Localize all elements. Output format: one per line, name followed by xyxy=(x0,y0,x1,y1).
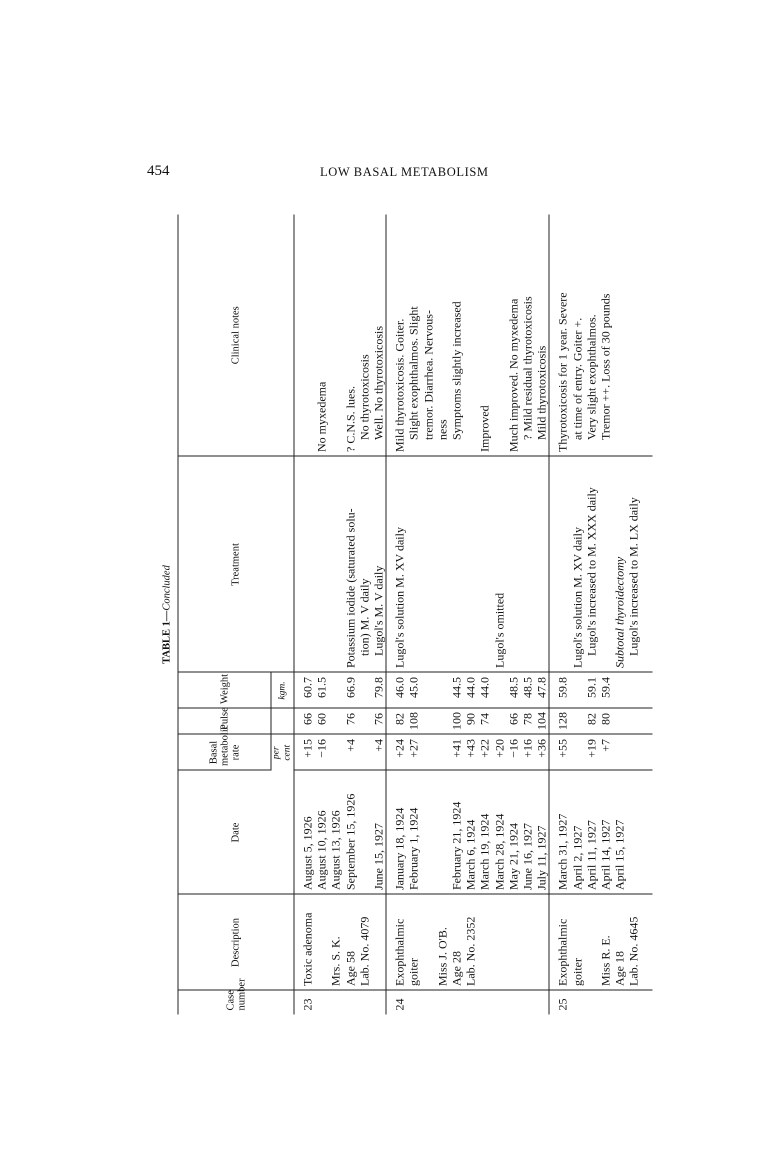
cell-line xyxy=(599,461,613,668)
cell-line: March 6, 1924 xyxy=(463,819,478,890)
cell-line: 90 xyxy=(463,713,478,725)
cell-line: 104 xyxy=(534,712,549,730)
cell-line: Well. No thyrotoxicosis xyxy=(371,325,386,440)
cell-line: Mild thyrotoxicosis. Goiter. xyxy=(392,318,407,452)
cell-line: 76 xyxy=(371,713,386,725)
cell-line xyxy=(421,461,435,668)
cell-line xyxy=(357,775,371,890)
cell-line: 44.0 xyxy=(477,677,492,698)
cell-line xyxy=(435,739,449,766)
filler-cell xyxy=(641,673,652,709)
cell-line: March 28, 1924 xyxy=(492,813,507,890)
cell-line: goiter xyxy=(570,958,585,986)
cell-line: July 11, 1927 xyxy=(534,825,549,890)
case-pulse xyxy=(386,709,549,735)
cell-line: April 2, 1927 xyxy=(570,825,585,890)
cell-line: goiter xyxy=(406,958,421,986)
cell-line: Age 58 xyxy=(343,951,358,986)
cell-line: 59.4 xyxy=(598,677,613,698)
cell-line: at time of entry. Goiter +. xyxy=(570,317,585,440)
cell-line: 66 xyxy=(506,713,521,725)
cell-line: February 21, 1924 xyxy=(449,801,464,890)
cell-line: April 11, 1927 xyxy=(584,820,599,890)
cell-line: Lab. No. 2352 xyxy=(463,916,478,986)
case-number: 24 xyxy=(386,991,549,1015)
filler-cell xyxy=(641,771,652,895)
cell-line: +43 xyxy=(463,739,478,758)
cell-line: Miss J. O'B. xyxy=(435,927,450,986)
cell-line: +4 xyxy=(343,739,358,752)
cell-line: 60 xyxy=(314,713,329,725)
cell-line: 82 xyxy=(392,713,407,725)
cell-line: No thyrotoxicosis xyxy=(357,354,372,440)
cell-line: +7 xyxy=(598,739,613,752)
cell-line xyxy=(357,739,371,766)
unit-bmr: per cent xyxy=(271,735,294,771)
cell-line: +16 xyxy=(520,739,535,758)
case-treatment xyxy=(386,457,549,673)
cell-line xyxy=(613,219,627,453)
cell-line xyxy=(435,713,449,730)
case-description xyxy=(386,895,549,991)
cell-line: August 5, 1926 xyxy=(300,816,315,890)
cell-line: Mrs. S. K. xyxy=(328,936,343,986)
case-bmr xyxy=(386,735,549,771)
cell-line: Lugol's increased to M. LX daily xyxy=(626,497,641,656)
cell-line xyxy=(421,775,435,890)
cell-line xyxy=(613,713,627,730)
header-bmr: Basal metabolic rate xyxy=(178,735,271,771)
cell-line xyxy=(435,775,449,890)
case-number: 23 xyxy=(294,991,386,1015)
cell-line: Thyrotoxicosis for 1 year. Severe xyxy=(555,292,570,452)
cell-line xyxy=(613,739,627,766)
cell-line: 48.5 xyxy=(520,677,535,698)
page-number: 454 xyxy=(147,163,170,179)
cell-line xyxy=(478,461,492,668)
header-date: Date xyxy=(178,771,294,895)
cell-line xyxy=(329,713,343,730)
filler-cell xyxy=(641,457,652,673)
cell-line: August 13, 1926 xyxy=(328,810,343,890)
cell-line xyxy=(329,739,343,766)
cell-line: Much improved. No myxedema xyxy=(506,298,521,452)
cell-line: tremor. Diarrhea. Nervous- xyxy=(421,310,436,440)
cell-line xyxy=(421,739,435,766)
table-row xyxy=(294,215,386,1015)
cell-line xyxy=(421,713,435,730)
cell-line xyxy=(570,677,584,704)
header-description: Description xyxy=(178,895,294,991)
cell-line: Mild thyrotoxicosis xyxy=(534,345,549,440)
cell-line: +20 xyxy=(492,739,507,758)
cell-line xyxy=(329,677,343,704)
cell-line xyxy=(627,219,641,453)
cell-line xyxy=(421,677,435,704)
cell-line: Improved xyxy=(477,405,492,452)
header-treatment: Treatment xyxy=(178,457,294,673)
cell-line: March 19, 1924 xyxy=(477,813,492,890)
case-bmr xyxy=(294,735,386,771)
unit-pulse xyxy=(271,709,294,735)
cell-line: 59.8 xyxy=(555,677,570,698)
case-weight xyxy=(386,673,549,709)
cell-line: No myxedema xyxy=(314,381,329,452)
cell-line: Subtotal thyroidectomy xyxy=(612,556,627,668)
cell-line xyxy=(492,713,506,730)
cell-line xyxy=(584,899,598,986)
case-weight xyxy=(294,673,386,709)
cell-line: 128 xyxy=(555,712,570,730)
cell-line xyxy=(627,775,641,890)
cell-line xyxy=(464,461,478,668)
cell-line xyxy=(570,713,584,730)
cell-line xyxy=(329,219,343,453)
cell-line: September 15, 1926 xyxy=(343,793,358,890)
cell-line: March 31, 1927 xyxy=(555,813,570,890)
cell-line xyxy=(556,461,570,668)
cell-line: Tremor ++. Loss of 30 pounds xyxy=(598,293,613,440)
cell-line: +55 xyxy=(555,739,570,758)
case-dates xyxy=(386,771,549,895)
cell-line xyxy=(357,713,371,730)
cell-line xyxy=(627,739,641,766)
cell-line: 44.5 xyxy=(449,677,464,698)
rotated-table-block xyxy=(161,215,653,1015)
cell-line: Lugol's solution M. XV daily xyxy=(392,527,407,668)
cell-line: 78 xyxy=(520,713,535,725)
cell-line: June 16, 1927 xyxy=(520,823,535,890)
cell-line: Lab. No. 4079 xyxy=(357,916,372,986)
cell-line: Lugol's omitted xyxy=(492,592,507,668)
cell-line xyxy=(449,461,463,668)
cell-line: Potassium iodide (saturated solu- xyxy=(343,508,358,668)
cell-line: Lab. No. 4645 xyxy=(626,916,641,986)
cell-line: April 14, 1927 xyxy=(598,819,613,890)
case-bmr xyxy=(549,735,641,771)
cell-line xyxy=(435,677,449,704)
cell-line: Lugol's increased to M. XXX daily xyxy=(584,487,599,656)
cell-line xyxy=(421,899,435,986)
cell-line xyxy=(520,461,534,668)
cell-line xyxy=(627,677,641,704)
cell-line: 66.9 xyxy=(343,677,358,698)
cell-line: +4 xyxy=(371,739,386,752)
cell-line: Exophthalmic xyxy=(392,918,407,986)
cell-line xyxy=(613,677,627,704)
cell-line: 45.0 xyxy=(406,677,421,698)
cell-line xyxy=(315,899,329,986)
cell-line: 47.8 xyxy=(534,677,549,698)
cell-line xyxy=(357,677,371,704)
data-table xyxy=(178,215,653,1015)
filler-cell xyxy=(641,735,652,771)
cell-line xyxy=(301,219,315,453)
case-description xyxy=(549,895,641,991)
cell-line: February 1, 1924 xyxy=(406,807,421,890)
case-pulse xyxy=(294,709,386,735)
case-weight xyxy=(549,673,641,709)
case-notes xyxy=(294,215,386,457)
filler-cell xyxy=(641,215,652,457)
cell-line: ness xyxy=(435,419,450,440)
cell-line: Lugol's M. V daily xyxy=(371,565,386,656)
cell-line xyxy=(535,461,549,668)
cell-line xyxy=(407,461,421,668)
cell-line: 100 xyxy=(449,712,464,730)
cell-line: Symptoms slightly increased xyxy=(449,301,464,440)
cell-line: April 15, 1927 xyxy=(612,819,627,890)
cell-line: 74 xyxy=(477,713,492,725)
case-number: 25 xyxy=(549,991,641,1015)
cell-line xyxy=(570,739,584,766)
case-notes xyxy=(386,215,549,457)
cell-line xyxy=(329,461,343,668)
cell-line xyxy=(627,713,641,730)
cell-line: +19 xyxy=(584,739,599,758)
case-dates xyxy=(549,771,641,895)
cell-line: +36 xyxy=(534,739,549,758)
case-description xyxy=(294,895,386,991)
cell-line: +41 xyxy=(449,739,464,758)
cell-line: +24 xyxy=(392,739,407,758)
cell-line: +27 xyxy=(406,739,421,758)
running-head: LOW BASAL METABOLISM xyxy=(320,165,489,179)
cell-line: −16 xyxy=(314,739,329,758)
header-case-number: Case number xyxy=(178,991,294,1015)
cell-line: Age 18 xyxy=(612,951,627,986)
header-pulse: Pulse xyxy=(178,709,271,735)
table-row xyxy=(549,215,641,1015)
cell-line: +22 xyxy=(477,739,492,758)
table-filler-row xyxy=(641,215,652,1015)
cell-line: 61.5 xyxy=(314,677,329,698)
cell-line: 108 xyxy=(406,712,421,730)
cell-line: May 21, 1924 xyxy=(506,823,521,890)
cell-line: 44.0 xyxy=(463,677,478,698)
cell-line: +15 xyxy=(300,739,315,758)
cell-line: 59.1 xyxy=(584,677,599,698)
cell-line: Toxic adenoma xyxy=(300,912,315,986)
cell-line: 80 xyxy=(598,713,613,725)
case-notes xyxy=(549,215,641,457)
cell-line xyxy=(301,461,315,668)
header-clinical-notes: Clinical notes xyxy=(178,215,294,457)
filler-cell xyxy=(641,709,652,735)
cell-line: August 10, 1926 xyxy=(314,810,329,890)
cell-line: Very slight exophthalmos. xyxy=(584,314,599,440)
cell-line: Lugol's solution M. XV daily xyxy=(570,527,585,668)
filler-cell xyxy=(641,895,652,991)
table-row xyxy=(386,215,549,1015)
cell-line: 60.7 xyxy=(300,677,315,698)
cell-line: Age 28 xyxy=(449,951,464,986)
cell-line: January 18, 1924 xyxy=(392,807,407,890)
cell-line: ? Mild residual thyrotoxicosis xyxy=(520,296,535,440)
cell-line: 46.0 xyxy=(392,677,407,698)
case-dates xyxy=(294,771,386,895)
cell-line: Miss R. E. xyxy=(598,935,613,986)
header-weight: Weight xyxy=(178,673,271,709)
cell-line: 66 xyxy=(300,713,315,725)
cell-line: 76 xyxy=(343,713,358,725)
cell-line: tion) M. V daily xyxy=(357,578,372,656)
filler-cell xyxy=(641,991,652,1015)
case-treatment xyxy=(549,457,641,673)
case-treatment xyxy=(294,457,386,673)
cell-line: 82 xyxy=(584,713,599,725)
case-pulse xyxy=(549,709,641,735)
cell-line xyxy=(315,461,329,668)
cell-line xyxy=(492,219,506,453)
cell-line: June 15, 1927 xyxy=(371,823,386,890)
cell-line: 79.8 xyxy=(371,677,386,698)
cell-line: −16 xyxy=(506,739,521,758)
cell-line xyxy=(506,461,520,668)
cell-line xyxy=(492,677,506,704)
cell-line: ? C.N.S. lues. xyxy=(343,386,358,452)
cell-line xyxy=(435,461,449,668)
cell-line: Slight exophthalmos. Slight xyxy=(406,306,421,440)
cell-line: 48.5 xyxy=(506,677,521,698)
unit-weight: kgm. xyxy=(271,673,294,709)
table-caption: TABLE 1—Concluded xyxy=(161,565,173,664)
cell-line xyxy=(464,219,478,453)
cell-line: Exophthalmic xyxy=(555,918,570,986)
